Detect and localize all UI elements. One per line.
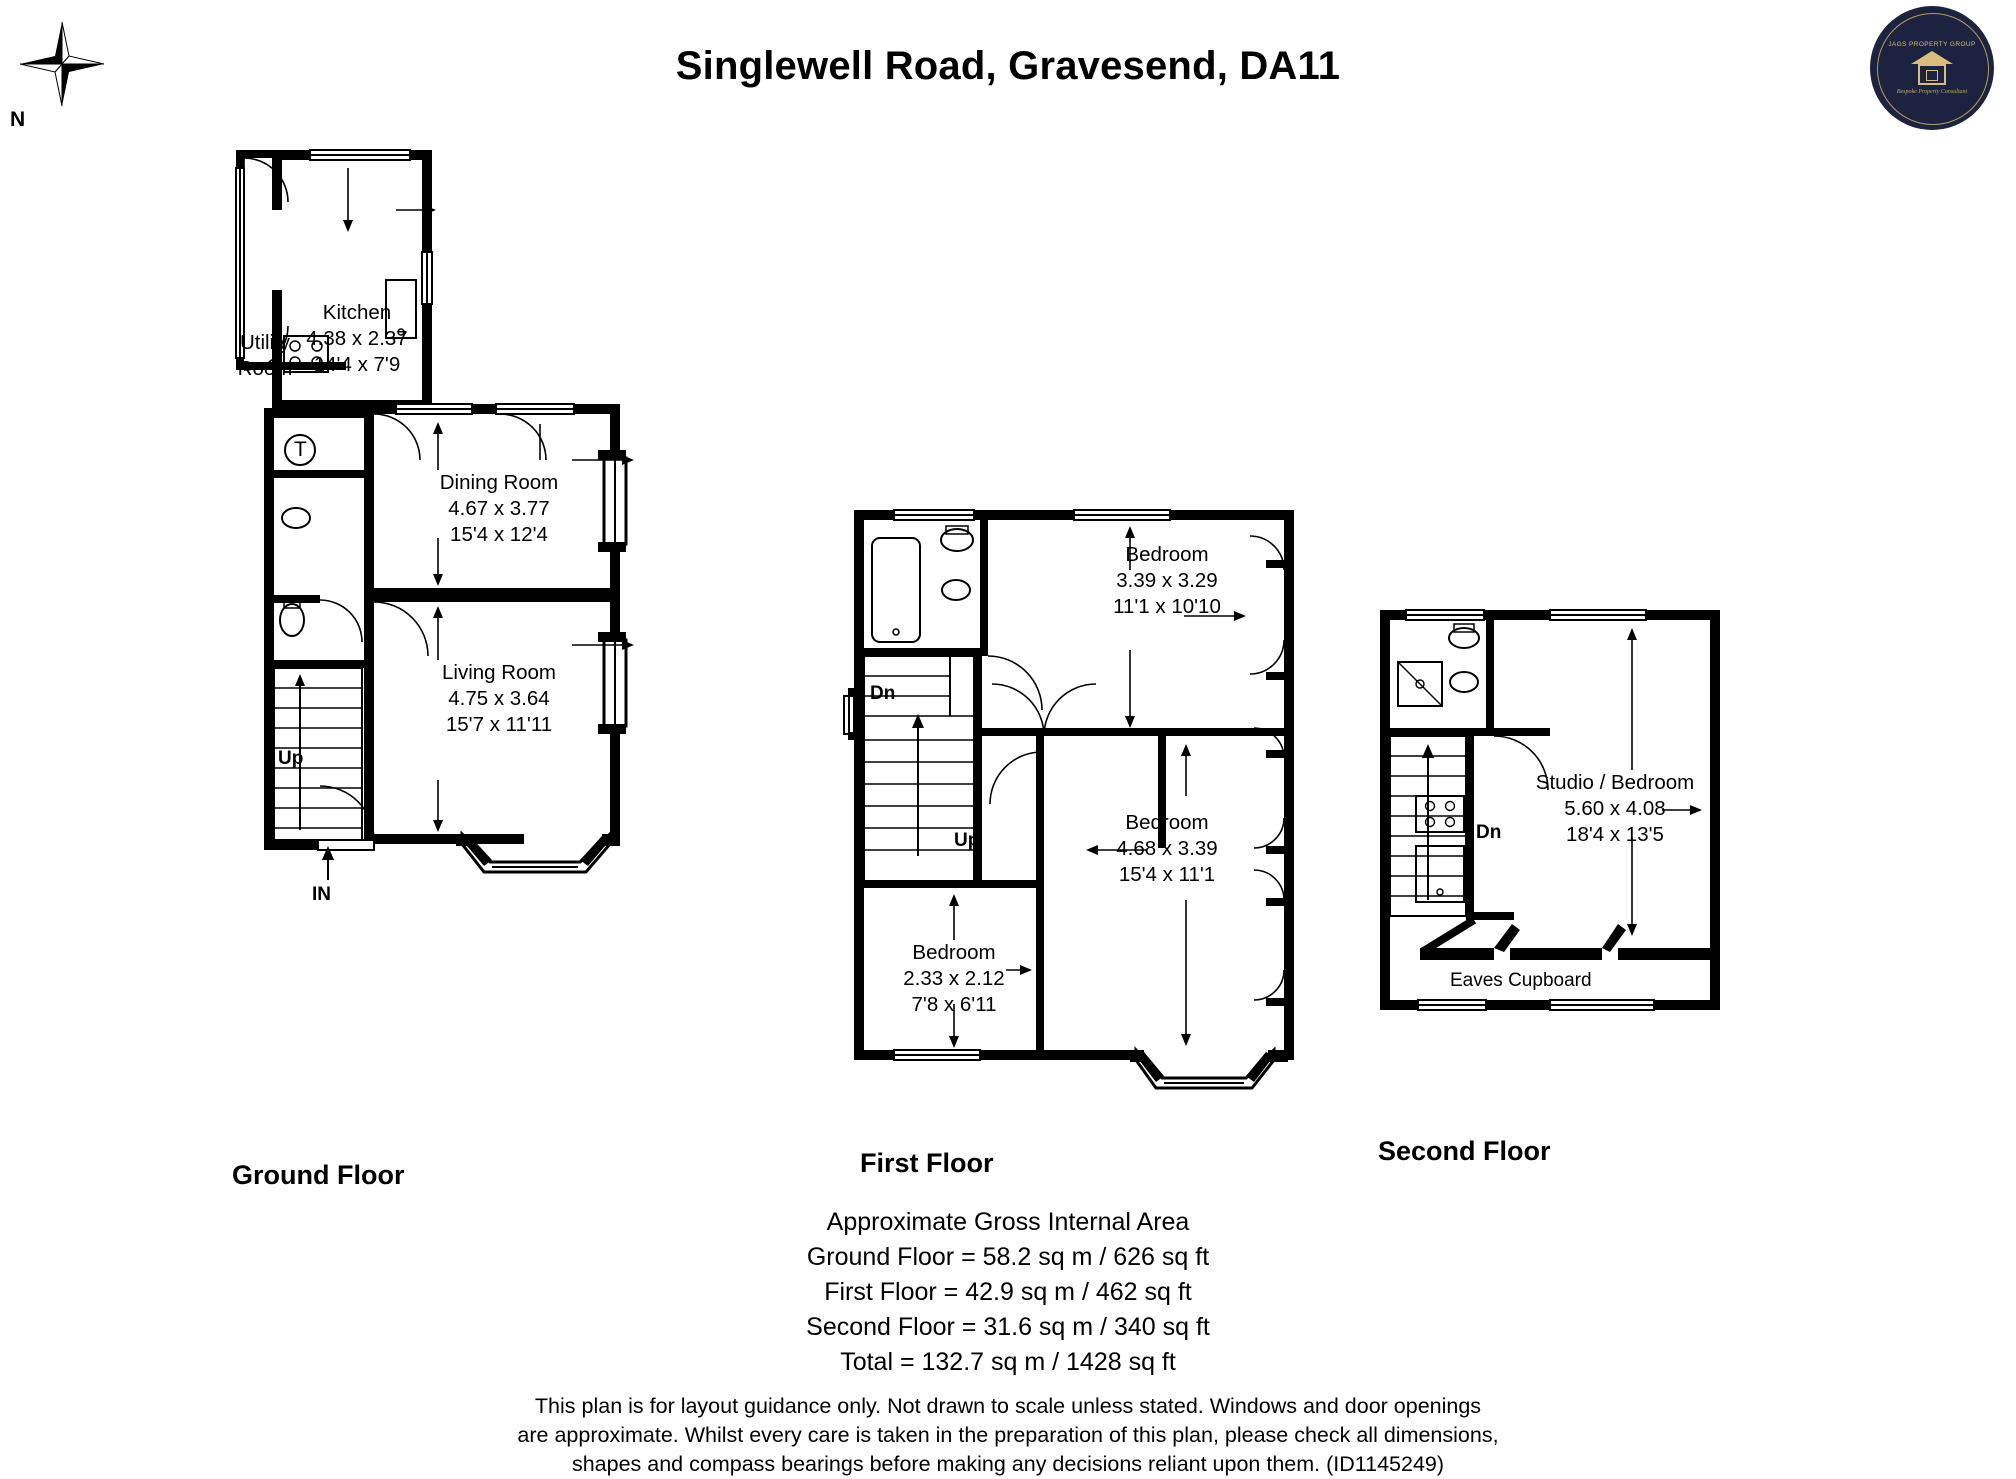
area-ground: Ground Floor = 58.2 sq m / 626 sq ft <box>806 1243 1210 1271</box>
room-label-utility: Utility Room <box>237 331 293 380</box>
ground-floor-plan <box>200 140 840 920</box>
eaves-cupboard-label: Eaves Cupboard <box>1450 970 1592 991</box>
second-floor-title: Second Floor <box>1378 1136 1551 1166</box>
area-total: Total = 132.7 sq m / 1428 sq ft <box>840 1348 1176 1376</box>
footer-area-summary <box>0 1205 2016 1479</box>
disclaimer-line-3: shapes and compass bearings before making any decisions reliant upon them. (ID1145249) <box>571 1452 1445 1476</box>
room-label-bedroom-3: Bedroom 2.33 x 2.12 7'8 x 6'11 <box>903 941 1005 1016</box>
room-label-living: Living Room 4.75 x 3.64 15'7 x 11'11 <box>442 661 556 736</box>
ground-floor-title: Ground Floor <box>232 1160 405 1190</box>
stairs-up-label-ground: Up <box>278 748 304 769</box>
disclaimer-line-2: are approximate. Whilst every care is taken in the preparation of this plan, please check all dimensions, <box>517 1423 1499 1447</box>
tank-marker-label: T <box>294 438 307 461</box>
area-second: Second Floor = 31.6 sq m / 340 sq ft <box>806 1313 1210 1341</box>
first-floor-plan <box>840 500 1320 1120</box>
area-heading: Approximate Gross Internal Area <box>826 1208 1190 1236</box>
stairs-down-label-first: Dn <box>870 683 896 704</box>
stairs-down-label-second: Dn <box>1476 822 1502 843</box>
disclaimer-text <box>0 1392 2016 1479</box>
logo-top-text: JAGS PROPERTY GROUP <box>1888 41 1976 48</box>
logo-sub-text: Bespoke Property Consultant <box>1896 89 1968 95</box>
room-label-kitchen: Kitchen 4.38 x 2.37 14'4 x 7'9 <box>306 301 408 376</box>
entrance-label: IN <box>312 884 331 905</box>
room-label-bedroom-1: Bedroom 3.39 x 3.29 11'1 x 10'10 <box>1113 543 1221 618</box>
disclaimer-line-1: This plan is for layout guidance only. Not drawn to scale unless stated. Windows and door openings <box>534 1394 1482 1418</box>
first-floor-title: First Floor <box>860 1148 994 1178</box>
room-label-studio-bedroom: Studio / Bedroom 5.60 x 4.08 18'4 x 13'5 <box>1535 771 1695 846</box>
second-floor-plan <box>1360 600 1780 1100</box>
area-first: First Floor = 42.9 sq m / 462 sq ft <box>824 1278 1192 1306</box>
room-label-bedroom-2: Bedroom 4.68 x 3.39 15'4 x 11'1 <box>1116 811 1218 886</box>
page-title: Singlewell Road, Gravesend, DA11 <box>675 44 1341 88</box>
room-label-dining: Dining Room 4.67 x 3.77 15'4 x 12'4 <box>439 471 559 546</box>
compass-north-label: N <box>10 108 26 131</box>
stairs-up-label-first: Up <box>954 830 980 851</box>
second-floor-drawing <box>1360 600 1780 1100</box>
